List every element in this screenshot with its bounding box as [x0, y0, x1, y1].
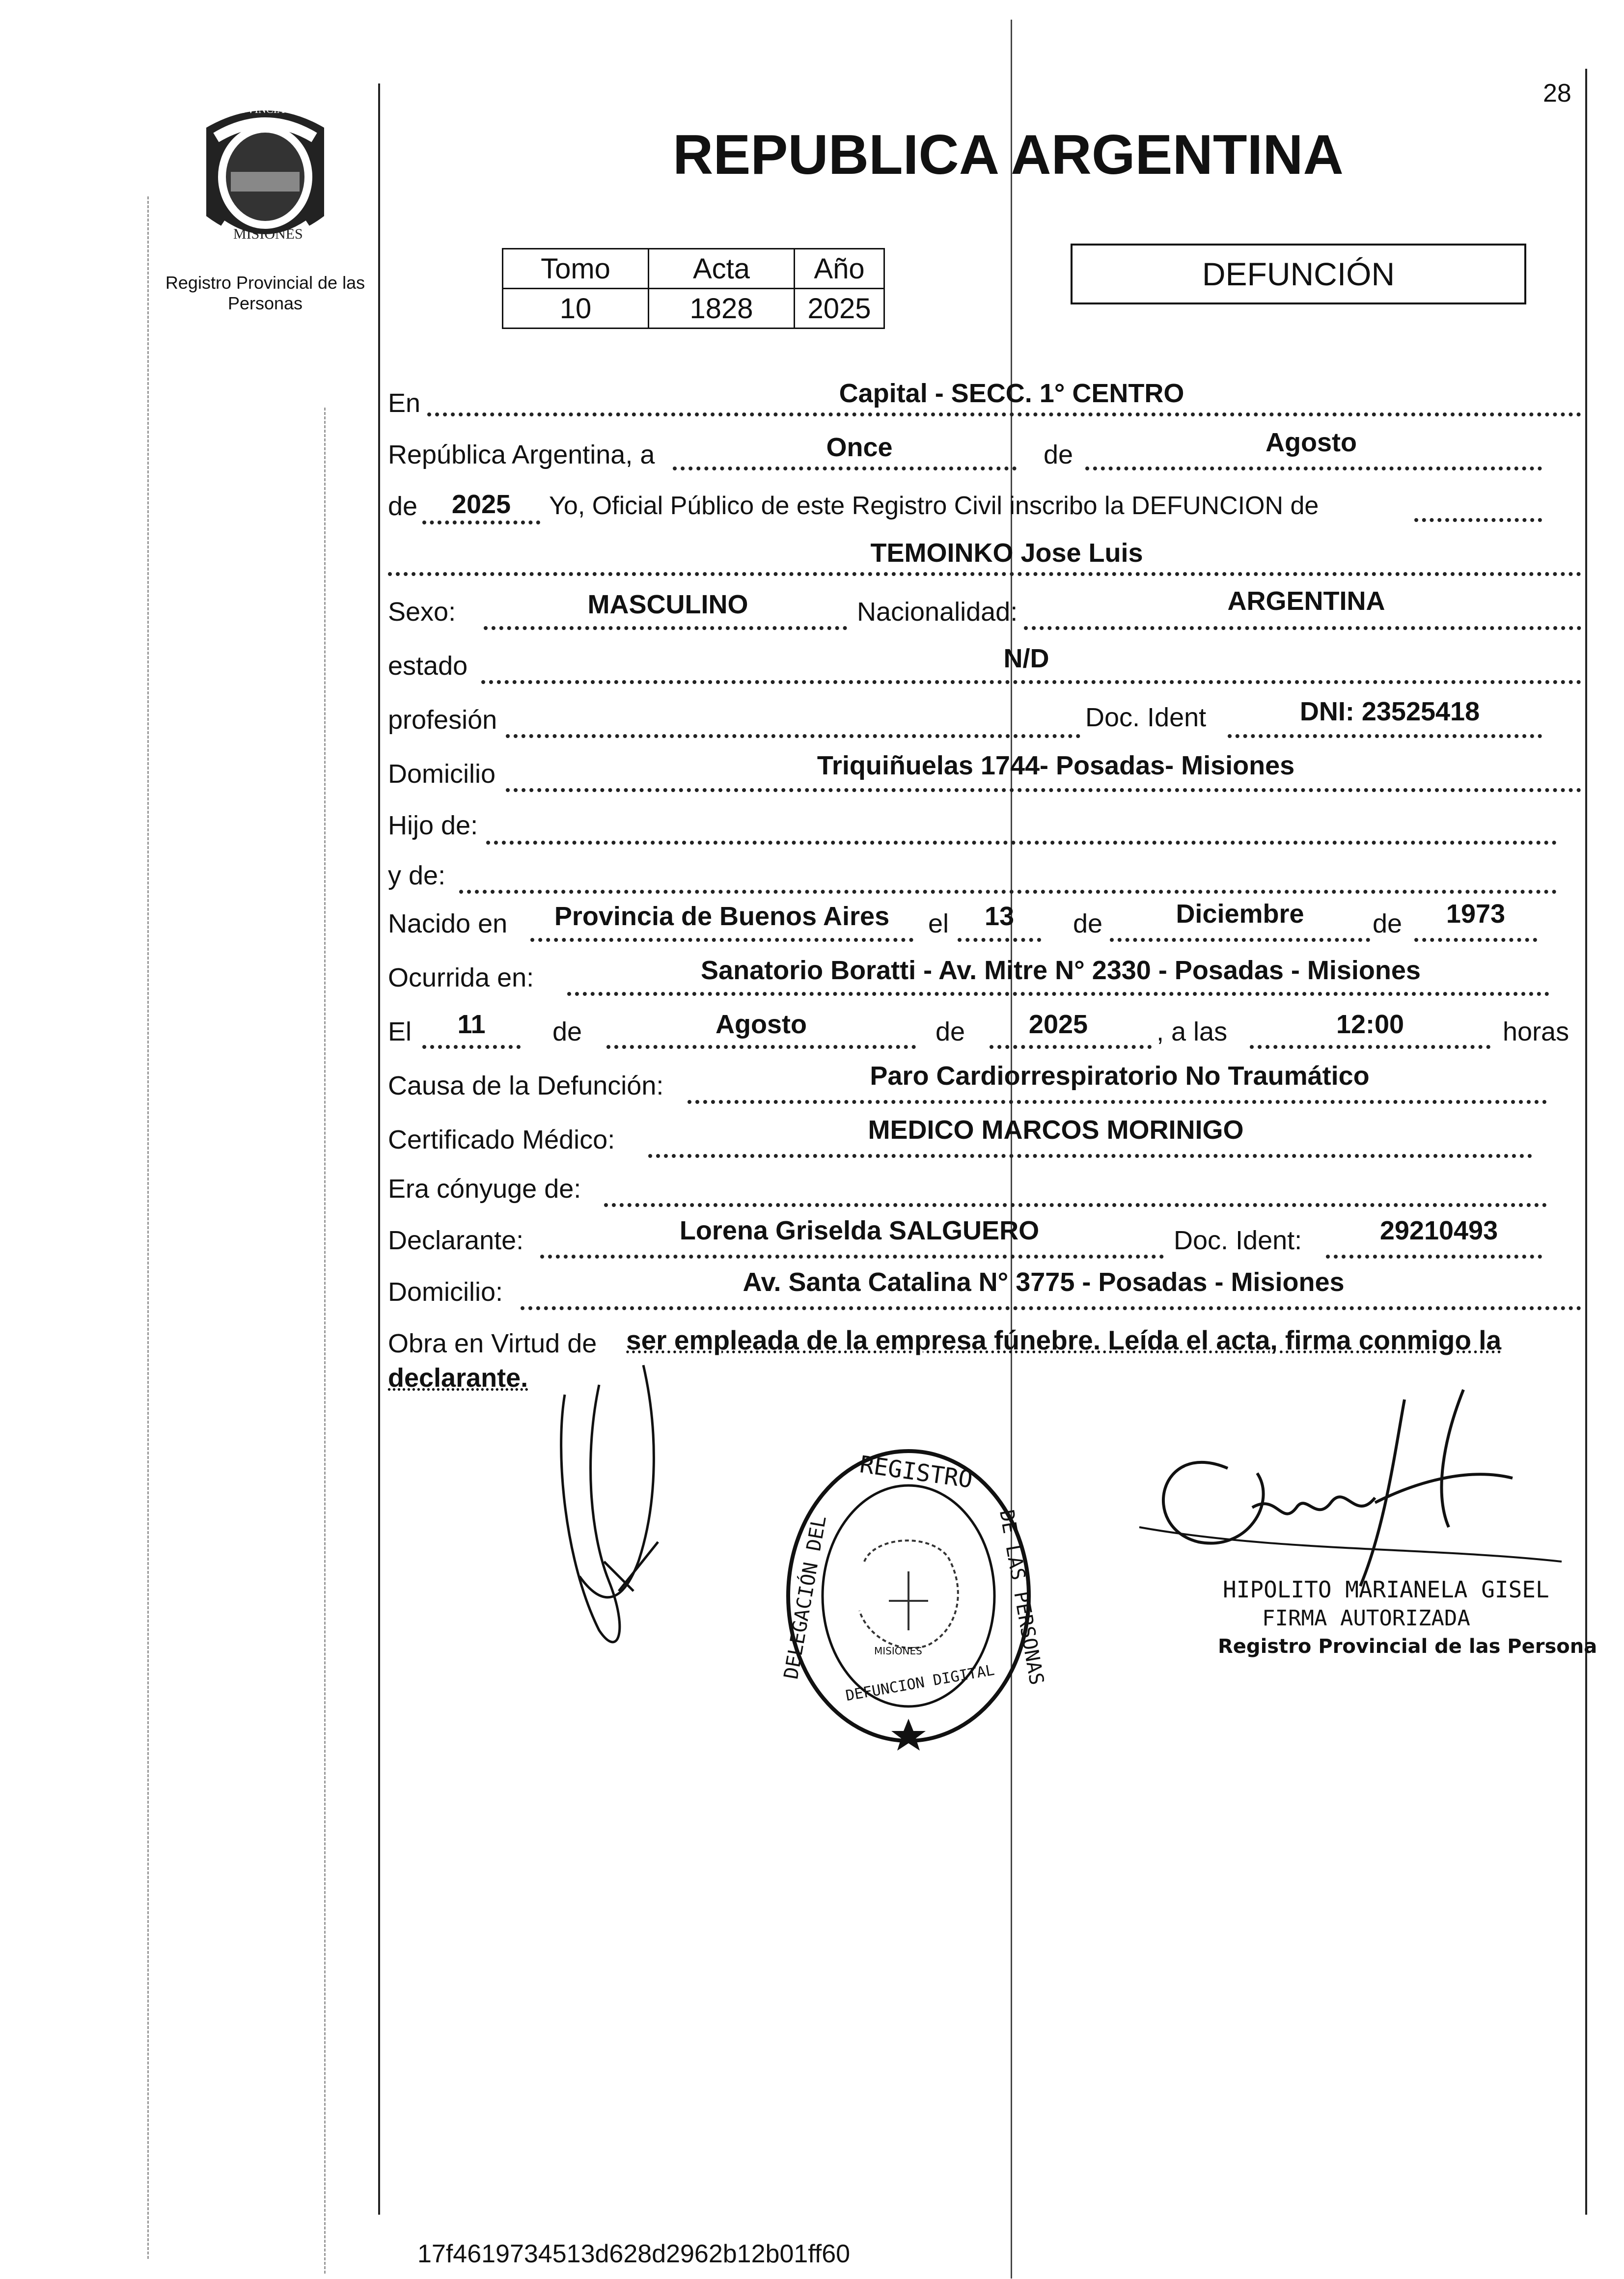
year-dots [422, 521, 540, 524]
estado-label: estado [388, 651, 468, 681]
death-year-dots [990, 1045, 1152, 1049]
El-label: El [388, 1017, 412, 1046]
birth-year-value: 1973 [1446, 899, 1506, 929]
ocurrida-value: Sanatorio Boratti - Av. Mitre N° 2330 - Posadas - Misiones [701, 956, 1421, 985]
doc2-dots [1326, 1255, 1542, 1259]
profesion-label: profesión [388, 705, 497, 735]
en-label: En [388, 388, 421, 418]
obra-value-line2: declarante. [388, 1363, 528, 1393]
domicilio2-value: Av. Santa Catalina N° 3775 - Posadas - Misiones [743, 1267, 1345, 1297]
death-day-dots [422, 1045, 521, 1049]
certificado-label: Certificado Médico: [388, 1125, 615, 1154]
en-value: Capital - SECC. 1° CENTRO [839, 379, 1184, 408]
declarante-value: Lorena Griselda SALGUERO [679, 1216, 1040, 1245]
declarant-signature [545, 1355, 673, 1660]
hijo-dots [486, 841, 1557, 845]
death-year-value: 2025 [1028, 1010, 1088, 1039]
declarante-label: Declarante: [388, 1226, 524, 1255]
registry-name: Registro Provincial de las Personas [165, 273, 365, 313]
obra-label: Obra en Virtud de [388, 1329, 597, 1358]
death-day-value: 11 [457, 1010, 486, 1039]
domicilio-value: Triquiñuelas 1744- Posadas- Misiones [817, 751, 1295, 780]
hijo-label: Hijo de: [388, 811, 478, 840]
stamp-ring-right: DE LAS PERSONAS [994, 1508, 1048, 1687]
domicilio-label: Domicilio [388, 759, 496, 789]
seal-bottom-text: MISIONES [233, 226, 303, 242]
causa-value: Paro Cardiorrespiratorio No Traumático [870, 1061, 1370, 1091]
year-value: 2025 [451, 490, 511, 519]
deceased-name-value: TEMOINKO Jose Luis [870, 538, 1143, 568]
death-month-dots [606, 1045, 916, 1049]
yde-label: y de: [388, 861, 446, 890]
yde-dots [459, 890, 1557, 894]
estado-value: N/D [1003, 644, 1049, 673]
doc-dots [1228, 734, 1542, 738]
death-time-value: 12:00 [1336, 1010, 1404, 1039]
doc2-label: Doc. Ident: [1174, 1226, 1302, 1255]
record-header-tomo: Tomo [503, 249, 649, 289]
record-value-acta: 1828 [649, 289, 795, 329]
domicilio2-label: Domicilio: [388, 1277, 503, 1307]
de2-label: de [388, 492, 418, 521]
record-table [502, 248, 885, 329]
nacido-dots [530, 938, 913, 942]
left-margin-dashes [147, 196, 149, 2259]
de1-label: de [1044, 440, 1073, 469]
record-type-label: DEFUNCIÓN [1202, 256, 1395, 292]
nacido-label: Nacido en [388, 909, 508, 938]
inscribo-dots [1414, 518, 1542, 522]
document-hash: 17f4619734513d628d2962b12b01ff60 [417, 2240, 851, 2268]
en-dots [427, 412, 1581, 416]
certificado-dots [648, 1154, 1532, 1158]
record-header-acta: Acta [649, 249, 795, 289]
birth-day-value: 13 [984, 902, 1015, 931]
domicilio-dots [506, 788, 1581, 792]
seal-top-text: PROVINCIA DE [226, 103, 302, 115]
month-dots [1085, 467, 1542, 470]
signatory-name: HIPOLITO MARIANELA GISEL [1223, 1576, 1549, 1603]
official-stamp [780, 1444, 1048, 1758]
record-header-ano: Año [795, 249, 884, 289]
ocurrida-label: Ocurrida en: [388, 963, 534, 992]
conyuge-dots [604, 1203, 1547, 1207]
alas-label: , a las [1156, 1017, 1228, 1046]
doc-label: Doc. Ident [1085, 703, 1207, 732]
record-value-ano: 2025 [795, 289, 884, 329]
record-table-value-row [503, 289, 884, 329]
month-value: Agosto [1266, 428, 1357, 457]
doc2-value: 29210493 [1379, 1216, 1498, 1245]
republica-label: República Argentina, a [388, 440, 655, 469]
de4-label: de [1373, 909, 1403, 938]
de6-label: de [936, 1017, 965, 1046]
stamp-center-text: MISIONES [874, 1645, 922, 1657]
official-signature-icon [1129, 1380, 1571, 1606]
nacido-value: Provincia de Buenos Aires [554, 902, 890, 931]
declarante-dots [540, 1255, 1164, 1259]
day-dots [673, 467, 1017, 470]
profesion-dots [506, 734, 1080, 738]
de3-label: de [1073, 909, 1103, 938]
certificado-value: MEDICO MARCOS MORINIGO [868, 1115, 1244, 1145]
conyuge-label: Era cónyuge de: [388, 1174, 581, 1204]
sexo-dots [484, 626, 847, 630]
official-signature [1129, 1380, 1571, 1606]
ocurrida-dots [567, 992, 1549, 996]
page-number: 28 [1543, 79, 1571, 108]
el-label: el [928, 909, 949, 938]
left-border-rule [378, 83, 380, 2215]
causa-label: Causa de la Defunción: [388, 1071, 664, 1100]
right-border-rule [1585, 69, 1587, 2215]
de5-label: de [552, 1017, 582, 1046]
horas-label: horas [1503, 1017, 1569, 1046]
signatory-title: FIRMA AUTORIZADA [1262, 1606, 1470, 1631]
sexo-value: MASCULINO [587, 590, 748, 619]
declarant-signature-icon [545, 1355, 673, 1660]
record-value-tomo: 10 [503, 289, 649, 329]
estado-dots [481, 680, 1581, 684]
record-table-header-row [503, 249, 884, 289]
death-time-dots [1250, 1045, 1490, 1049]
nacionalidad-value: ARGENTINA [1227, 586, 1385, 616]
domicilio2-dots [521, 1306, 1581, 1310]
sexo-label: Sexo: [388, 597, 456, 627]
obra-value-line1: ser empleada de la empresa fúnebre. Leída el acta, firma conmigo la [626, 1325, 1502, 1355]
day-words-value: Once [826, 433, 893, 462]
stamp-ring-left: DELEGACIÓN DEL [780, 1513, 831, 1681]
doc-value: DNI: 23525418 [1299, 697, 1480, 726]
inscribo-text: Yo, Oficial Público de este Registro Civil inscribo la DEFUNCION de [549, 492, 1319, 520]
birth-day-dots [958, 938, 1041, 942]
center-fold-line [1011, 20, 1012, 2279]
nacionalidad-dots [1024, 626, 1581, 630]
signatory-org: Registro Provincial de las Persona [1218, 1635, 1597, 1658]
death-month-value: Agosto [716, 1010, 807, 1039]
causa-dots [688, 1100, 1547, 1104]
inner-margin-dashes [324, 408, 326, 2274]
birth-year-dots [1414, 938, 1537, 942]
nacionalidad-label: Nacionalidad: [857, 597, 1018, 627]
stamp-inner-text: DEFUNCION DIGITAL [844, 1661, 996, 1705]
record-type-box [1071, 244, 1526, 304]
birth-month-dots [1110, 938, 1370, 942]
document-title: REPUBLICA ARGENTINA [673, 124, 1344, 186]
stamp-ring-top: REGISTRO [858, 1451, 974, 1494]
name-dots [388, 572, 1581, 576]
birth-month-value: Diciembre [1176, 899, 1304, 929]
